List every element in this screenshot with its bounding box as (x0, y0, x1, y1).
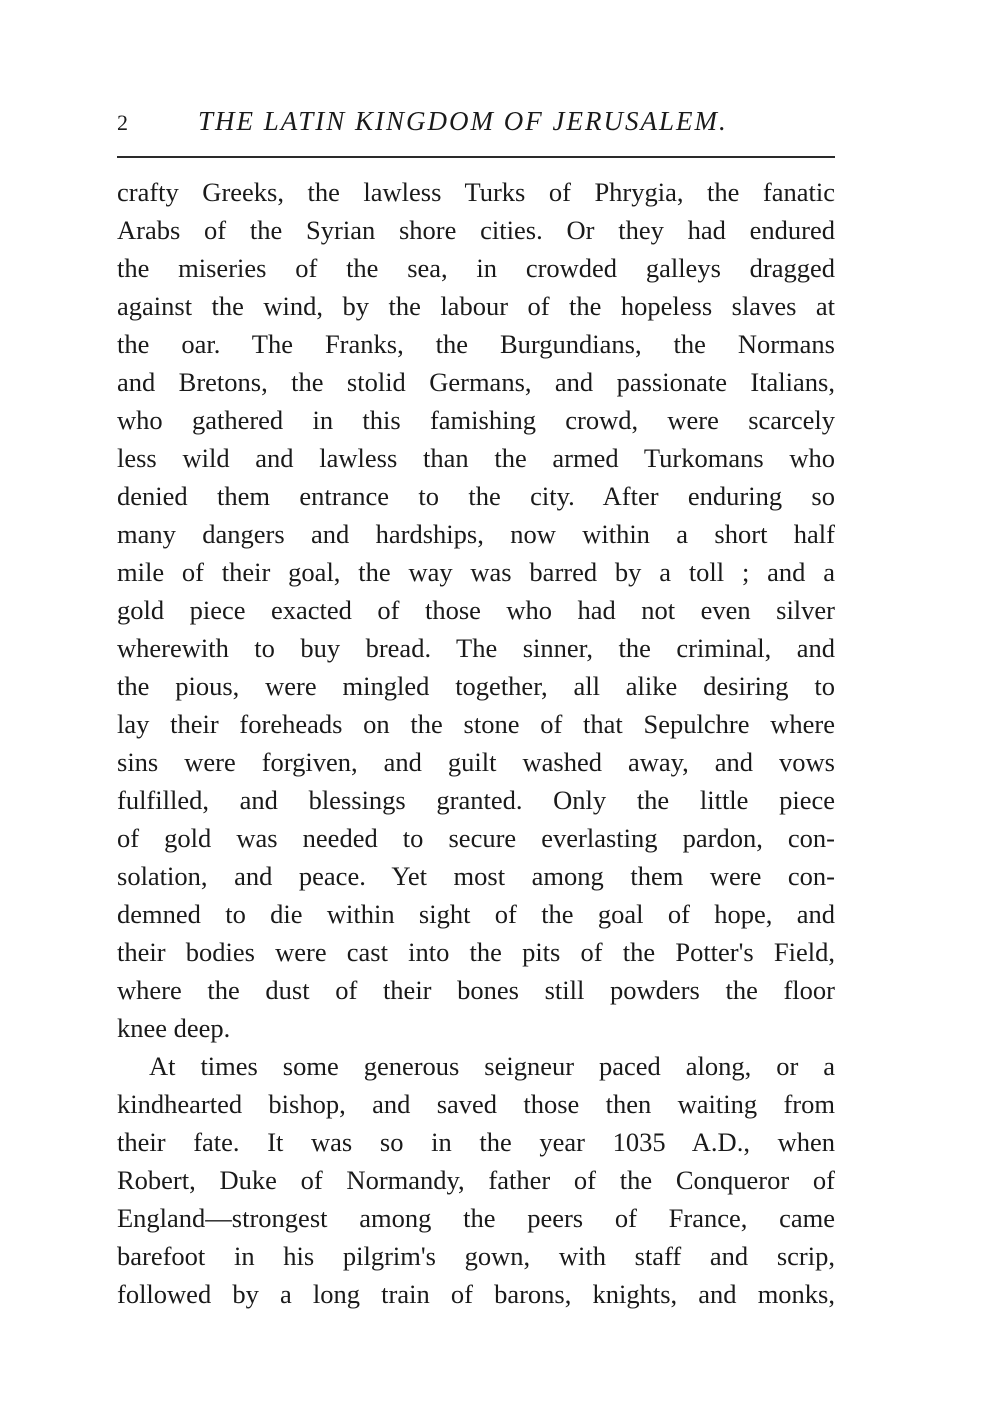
text-line: crafty Greeks, the lawless Turks of Phrygia, the fanatic (117, 177, 835, 207)
running-head: THE LATIN KINGDOM OF JERUSALEM. (198, 106, 728, 136)
text-line: less wild and lawless than the armed Turkomans who (117, 443, 835, 473)
text-line: who gathered in this famishing crowd, were scarcely (117, 405, 835, 435)
text-line: denied them entrance to the city. After enduring so (117, 481, 835, 511)
text-line: their fate. It was so in the year 1035 A.D., when (117, 1127, 835, 1157)
text-line: Arabs of the Syrian shore cities. Or they had endured (117, 215, 835, 245)
text-line: against the wind, by the labour of the hopeless slaves at (117, 291, 835, 321)
text-line: mile of their goal, the way was barred by a toll ; and a (117, 557, 835, 587)
text-line: lay their foreheads on the stone of that Sepulchre where (117, 709, 835, 739)
text-line: barefoot in his pilgrim's gown, with staff and scrip, (117, 1241, 835, 1271)
text-line-paragraph-end: knee deep. (117, 1013, 231, 1043)
text-line: solation, and peace. Yet most among them were con- (117, 861, 835, 891)
text-line: wherewith to buy bread. The sinner, the criminal, and (117, 633, 835, 663)
header-rule (117, 156, 835, 158)
page-number: 2 (117, 110, 128, 135)
text-line: sins were forgiven, and guilt washed away, and vows (117, 747, 835, 777)
text-line-paragraph-start: At times some generous seigneur paced along, or a (149, 1051, 835, 1081)
text-line: Robert, Duke of Normandy, father of the Conqueror of (117, 1165, 835, 1195)
text-line: fulfilled, and blessings granted. Only the little piece (117, 785, 835, 815)
text-line: and Bretons, the stolid Germans, and passionate Italians, (117, 367, 835, 397)
text-line: where the dust of their bones still powders the floor (117, 975, 835, 1005)
text-line: gold piece exacted of those who had not even silver (117, 595, 835, 625)
text-line: England—strongest among the peers of France, came (117, 1203, 835, 1233)
text-line: the pious, were mingled together, all alike desiring to (117, 671, 835, 701)
text-line: the oar. The Franks, the Burgundians, the Normans (117, 329, 835, 359)
body-text (117, 173, 835, 1313)
text-line: many dangers and hardships, now within a short half (117, 519, 835, 549)
text-line: their bodies were cast into the pits of the Potter's Field, (117, 937, 835, 967)
text-line: kindhearted bishop, and saved those then waiting from (117, 1089, 835, 1119)
page-header (117, 106, 835, 146)
text-line: the miseries of the sea, in crowded galleys dragged (117, 253, 835, 283)
text-line: of gold was needed to secure everlasting pardon, con- (117, 823, 835, 853)
text-line: followed by a long train of barons, knights, and monks, (117, 1279, 835, 1309)
text-line: demned to die within sight of the goal of hope, and (117, 899, 835, 929)
